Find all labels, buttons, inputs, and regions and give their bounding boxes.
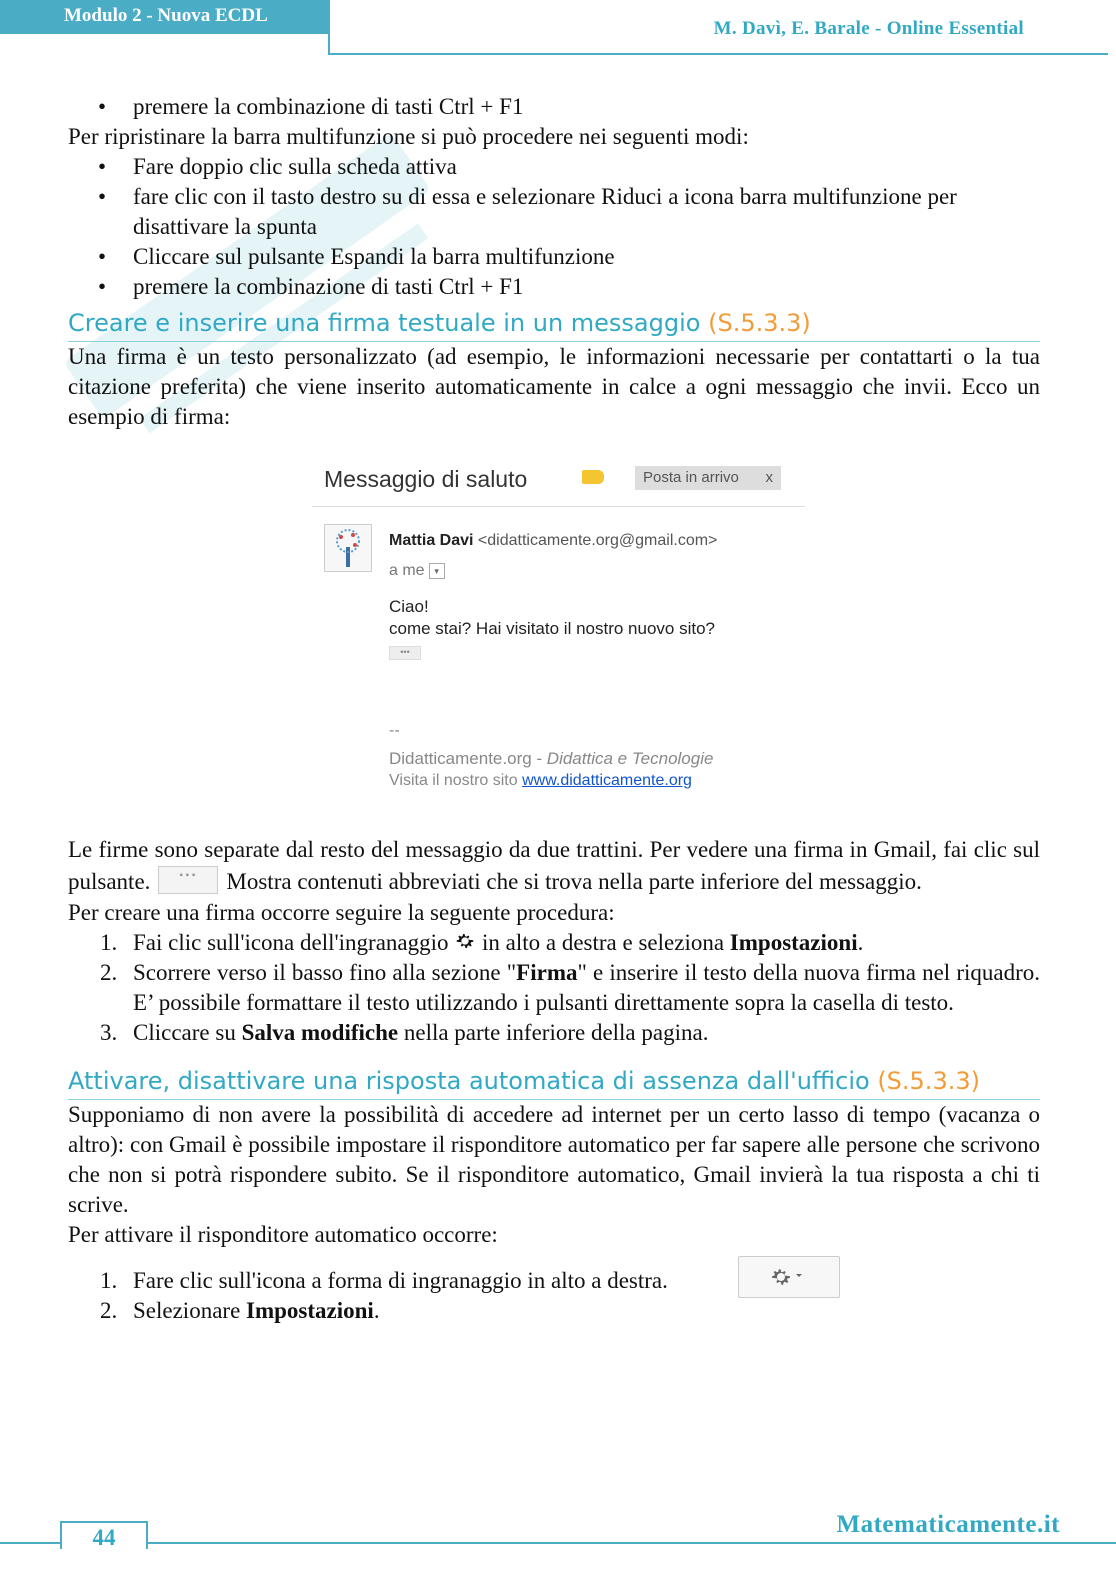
signature-link[interactable]: www.didatticamente.org bbox=[522, 772, 692, 789]
close-icon[interactable]: x bbox=[765, 469, 773, 486]
step-number: 2. bbox=[100, 960, 118, 985]
step-end: . bbox=[857, 930, 864, 955]
signature-steps bbox=[68, 928, 1040, 1048]
procedure-intro: Per creare una firma occorre seguire la seguente procedura: bbox=[68, 900, 615, 925]
signature-visit-text: Visita il nostro sito bbox=[389, 772, 523, 789]
separator-paragraph bbox=[68, 834, 1040, 898]
list-item: • fare clic con il tasto destro su di essa e selezionare Riduci a icona barra multifunzione per disattivare la spunta bbox=[68, 182, 1040, 242]
signature-separator-text: - bbox=[531, 749, 547, 768]
section-title: Creare e inserire una firma testuale in un messaggio bbox=[68, 309, 701, 337]
footer-divider bbox=[0, 1542, 1116, 1544]
page-content bbox=[68, 92, 1040, 1326]
recipient-text: a me bbox=[389, 562, 425, 579]
show-trimmed-content-button: ••• bbox=[158, 866, 218, 894]
gear-dropdown-icon bbox=[767, 1262, 807, 1292]
step-text: Fare clic sull'icona a forma di ingranaggio in alto a destra. bbox=[133, 1268, 668, 1293]
show-trimmed-button[interactable]: ••• bbox=[389, 646, 421, 660]
email-divider bbox=[312, 506, 805, 507]
tree-logo-icon bbox=[325, 525, 371, 571]
list-item: • Fare doppio clic sulla scheda attiva bbox=[68, 152, 1040, 182]
header-divider-vertical bbox=[328, 32, 330, 55]
step-end: nella parte inferiore della pagina. bbox=[398, 1020, 709, 1045]
email-greeting: Ciao! bbox=[389, 597, 429, 616]
header-divider-right bbox=[328, 53, 1108, 55]
list-item bbox=[68, 958, 1040, 1018]
page-number: 44 bbox=[60, 1521, 148, 1549]
list-item bbox=[68, 1018, 1040, 1048]
autoreply-paragraph: Supponiamo di non avere la possibilità di accedere ad internet per un certo lasso di tempo (vacanza o altro): con Gmail è possibile impostare il risponditore automatico per far sapere alle persone che scrivono che non si potrà rispondere subito. Se il risponditore automatico, Gmail invierà la tua risposta a chi ti scrive. bbox=[68, 1102, 1040, 1217]
signature-line-2 bbox=[389, 766, 692, 796]
bullet-list-restore bbox=[68, 152, 1040, 302]
autoreply-intro: Per attivare il risponditore automatico occorre: bbox=[68, 1222, 498, 1247]
list-item bbox=[68, 1296, 1040, 1326]
autoreply-steps bbox=[68, 1260, 1040, 1326]
signature-separator: -- bbox=[389, 722, 400, 739]
inbox-label-text: Posta in arrivo bbox=[643, 469, 739, 486]
restore-intro: Per ripristinare la barra multifunzione si può procedere nei seguenti modi: bbox=[68, 124, 749, 149]
signature-site: Didatticamente.org bbox=[389, 749, 532, 768]
step-number: 1. bbox=[100, 1268, 118, 1293]
section-code: (S.5.3.3) bbox=[877, 1067, 980, 1095]
chevron-down-icon[interactable]: ▾ bbox=[429, 563, 445, 579]
list-item bbox=[68, 1260, 1040, 1296]
list-item: • premere la combinazione di tasti Ctrl + F1 bbox=[68, 272, 1040, 302]
signature-tagline: Didattica e Tecnologie bbox=[546, 749, 714, 768]
step-text: Fai clic sull'icona dell'ingranaggio bbox=[133, 930, 455, 955]
email-recipient bbox=[389, 556, 445, 586]
bullet-list-intro bbox=[68, 92, 1040, 122]
sender-name: Mattia Davi bbox=[389, 532, 474, 549]
header-module-title: Modulo 2 - Nuova ECDL bbox=[0, 0, 330, 32]
step-text: Cliccare su bbox=[133, 1020, 242, 1045]
list-item: • premere la combinazione di tasti Ctrl + F1 bbox=[68, 92, 1040, 122]
signature-paragraph: Una firma è un testo personalizzato (ad esempio, le informazioni necessarie per contattarti o la tua citazione preferita) che viene inserito automaticamente in calce a ogni messaggio che invii. Ecco un esempio di firma: bbox=[68, 344, 1040, 429]
step-number: 3. bbox=[100, 1020, 118, 1045]
list-item: • Cliccare sul pulsante Espandi la barra multifunzione bbox=[68, 242, 1040, 272]
step-number: 1. bbox=[100, 930, 118, 955]
step-number: 2. bbox=[100, 1298, 118, 1323]
step-text: Selezionare bbox=[133, 1298, 247, 1323]
paragraph-part-1: Le firme sono separate dal resto del messaggio da due trattini. Per vedere una firma in Gmail, fai clic sul pulsante. bbox=[68, 837, 1040, 894]
footer-site: Matematicamente.it bbox=[836, 1511, 1060, 1538]
email-subject: Messaggio di saluto bbox=[324, 466, 528, 492]
list-item bbox=[68, 928, 1040, 958]
paragraph-part-2: Mostra contenuti abbreviati che si trova nella parte inferiore del messaggio. bbox=[226, 869, 922, 894]
gear-icon bbox=[454, 930, 476, 952]
step-bold: Impostazioni bbox=[246, 1298, 374, 1323]
email-sender bbox=[389, 526, 717, 556]
email-body: come stai? Hai visitato il nostro nuovo sito? bbox=[389, 619, 715, 638]
section-heading-signature bbox=[68, 308, 1040, 342]
section-code: (S.5.3.3) bbox=[708, 309, 811, 337]
section-heading-autoreply bbox=[68, 1066, 1040, 1100]
header-divider bbox=[0, 32, 330, 34]
sender-email: <didatticamente.org@gmail.com> bbox=[477, 532, 718, 549]
step-text-2: in alto a destra e seleziona bbox=[476, 930, 730, 955]
label-tag-icon bbox=[582, 470, 604, 484]
step-end: . bbox=[373, 1298, 380, 1323]
header-authors: M. Davì, E. Barale - Online Essential bbox=[713, 18, 1024, 39]
settings-gear-button bbox=[738, 1256, 840, 1298]
email-screenshot bbox=[312, 454, 812, 824]
step-bold: Firma bbox=[516, 960, 578, 985]
step-text: Scorrere verso il basso fino alla sezione " bbox=[133, 960, 517, 985]
step-end: " e inserire il testo della nuova firma nel riquadro. E’ possibile formattare il testo utilizzando i pulsanti direttamente sopra la casella di testo. bbox=[133, 960, 1040, 1015]
step-bold: Salva modifiche bbox=[241, 1020, 399, 1045]
avatar bbox=[324, 524, 372, 572]
inbox-label[interactable] bbox=[635, 466, 781, 490]
step-bold: Impostazioni bbox=[729, 930, 858, 955]
section-title: Attivare, disattivare una risposta automatica di assenza dall'ufficio bbox=[68, 1067, 870, 1095]
